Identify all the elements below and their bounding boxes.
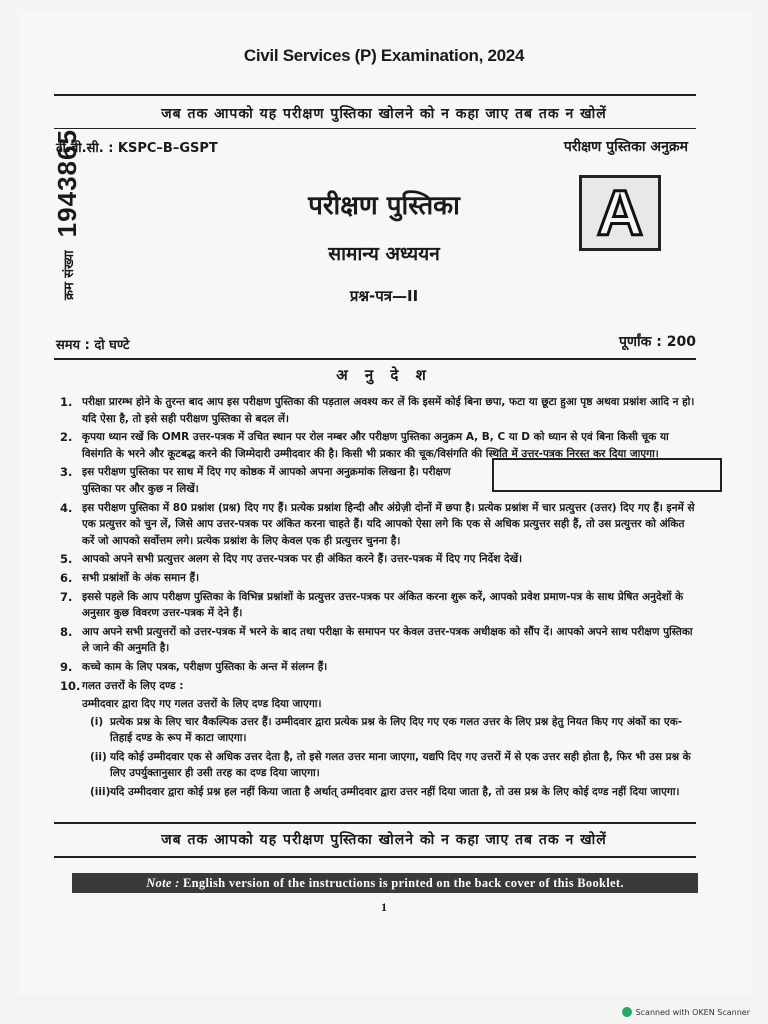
top-warning: जब तक आपको यह परीक्षण पुस्तिका खोलने को न कहा जाए तब तक न खोलें	[161, 106, 607, 122]
bottom-rule-top	[54, 822, 696, 824]
instruction-item: 9. कच्चे काम के लिए पत्रक, परीक्षण पुस्तिका के अन्त में संलग्न हैं।	[60, 659, 328, 674]
instruction-item: 8. आप अपने सभी प्रत्युत्तरों को उत्तर-पत्रक में भरने के बाद तथा परीक्षा के समापन पर केवल उत्तर-पत्रक अधीक्षक को सौंप दें। आपको अपने साथ परीक्षण पुस्तिका ले जाने की अनुमति है।	[60, 624, 693, 655]
instruction-item: 3. इस परीक्षण पुस्तिका पर साथ में दिए गए कोष्ठक में आपको अपना अनुक्रमांक लिखना है। परीक्षण पुस्तिका पर और कुछ न लिखें।	[60, 464, 700, 497]
tbc-code: टी.बी.सी. : KSPC–B–GSPT	[56, 141, 218, 156]
subject-title: सामान्य अध्ययन	[328, 243, 440, 265]
series-letter: A	[596, 177, 644, 249]
instructions-heading: अ नु दे श	[336, 366, 432, 384]
marks-rule	[54, 358, 696, 360]
series-label: परीक्षण पुस्तिका अनुक्रम	[563, 139, 688, 155]
instructions-list	[60, 394, 700, 803]
instruction-item: 2. कृपया ध्यान रखें कि OMR उत्तर-पत्रक में उचित स्थान पर रोल नम्बर और परीक्षण पुस्तिका अनुक्रम A, B, C या D को ध्यान से एवं बिना किसी चूक या विसंगति के भरने और कूटबद्ध करने की जिम्मेदारी उम्मीदवार की है। किसी भी प्रकार की चूक/विसंगति की स्थिति में उत्तर-पत्रक निरस्त कर दिया जाएगा।	[60, 430, 669, 460]
scanner-logo-icon	[622, 1007, 632, 1017]
penalty-item: (iii) यदि उम्मीदवार द्वारा कोई प्रश्न हल नहीं किया जाता है अर्थात् उम्मीदवार द्वारा उत्तर नहीं दिया जाता है, तो उस प्रश्न के लिए कोई दण्ड नहीं दिया जाएगा।	[90, 786, 680, 799]
bottom-rule	[54, 856, 696, 858]
serial-number: 1943865	[52, 129, 82, 238]
series-letter-box	[579, 175, 661, 251]
instruction-item: 10. गलत उत्तरों के लिए दण्ड :	[60, 678, 184, 693]
serial-number-block	[52, 60, 108, 300]
maximum-marks: पूर्णांक : 200	[618, 334, 696, 350]
instruction-item: 6. सभी प्रश्नांशों के अंक समान हैं।	[60, 570, 200, 585]
roll-number-box[interactable]	[492, 458, 722, 492]
warning-rule	[54, 128, 696, 129]
serial-label: क्रम संख्या	[61, 250, 77, 300]
paper-number: प्रश्न-पत्र—II	[349, 287, 419, 305]
exam-title: Civil Services (P) Examination, 2024	[243, 46, 525, 65]
booklet-title: परीक्षण पुस्तिका	[308, 191, 460, 221]
instruction-item: 7. इससे पहले कि आप परीक्षण पुस्तिका के विभिन्न प्रश्नांशों के प्रत्युत्तर उत्तर-पत्रक पर अंकित करना शुरू करें, आपको प्रवेश प्रमाण-पत्र के साथ प्रेषित अनुदेशों के अनुसार कुछ विवरण उत्तर-पत्रक में देने हैं।	[60, 589, 684, 620]
penalty-heading: उम्मीदवार द्वारा दिए गए गलत उत्तरों के लिए दण्ड दिया जाएगा।	[82, 698, 322, 711]
page-number: 1	[381, 900, 387, 914]
scanner-watermark: Scanned with OKEN Scanner	[622, 1007, 750, 1017]
time-allowed: समय : दो घण्टे	[56, 338, 130, 353]
penalty-item: (i) प्रत्येक प्रश्न के लिए चार वैकल्पिक उत्तर हैं। उम्मीदवार द्वारा प्रत्येक प्रश्न के लिए दिए गए एक गलत उत्तर के लिए प्रश्न हेतु नियत किए गए अंकों का एक-तिहाई दण्ड के रूप में काटा जाएगा।	[90, 715, 683, 745]
top-rule	[54, 94, 696, 96]
instruction-item: 5. आपको अपने सभी प्रत्युत्तर अलग से दिए गए उत्तर-पत्रक पर ही अंकित करने हैं। उत्तर-पत्रक में दिए गए निर्देश देखें।	[60, 552, 523, 567]
bottom-warning: जब तक आपको यह परीक्षण पुस्तिका खोलने को न कहा जाए तब तक न खोलें	[161, 832, 607, 848]
instruction-item: 1. परीक्षा प्रारम्भ होने के तुरन्त बाद आप इस परीक्षण पुस्तिका की पड़ताल अवश्य कर लें कि इसमें कोई बिना छपा, फटा या छूटा हुआ पृष्ठ अथवा प्रश्नांश आदि न हो। यदि ऐसा है, तो इसे सही परीक्षण पुस्तिका से बदल लें।	[60, 395, 695, 425]
english-version-note: Note : English version of the instructions is printed on the back cover of this Booklet.	[72, 873, 698, 893]
penalty-item: (ii) यदि कोई उम्मीदवार एक से अधिक उत्तर देता है, तो इसे गलत उत्तर माना जाएगा, यद्यपि दिए गए उत्तरों में से एक उत्तर सही होता है, फिर भी उस प्रश्न के लिए उपर्युक्तानुसार ही उसी तरह का दण्ड दिया जाएगा।	[90, 750, 691, 780]
instruction-item: 4. इस परीक्षण पुस्तिका में 80 प्रश्नांश (प्रश्न) दिए गए हैं। प्रत्येक प्रश्नांश हिन्दी और अंग्रेज़ी दोनों में छपा है। प्रत्येक प्रश्नांश में चार प्रत्युत्तर (उत्तर) दिए गए हैं। इनमें से एक प्रत्युत्तर को चुन लें, जिसे आप उत्तर-पत्रक पर अंकित करना चाहते हैं। यदि आपको ऐसा लगे कि एक से अधिक प्रत्युत्तर सही हैं, तो उस प्रत्युत्तर को अंकित करें जो आपको सर्वोत्तम लगे। प्रत्येक प्रश्नांश के लिए केवल एक ही प्रत्युत्तर चुनना है।	[60, 500, 695, 547]
